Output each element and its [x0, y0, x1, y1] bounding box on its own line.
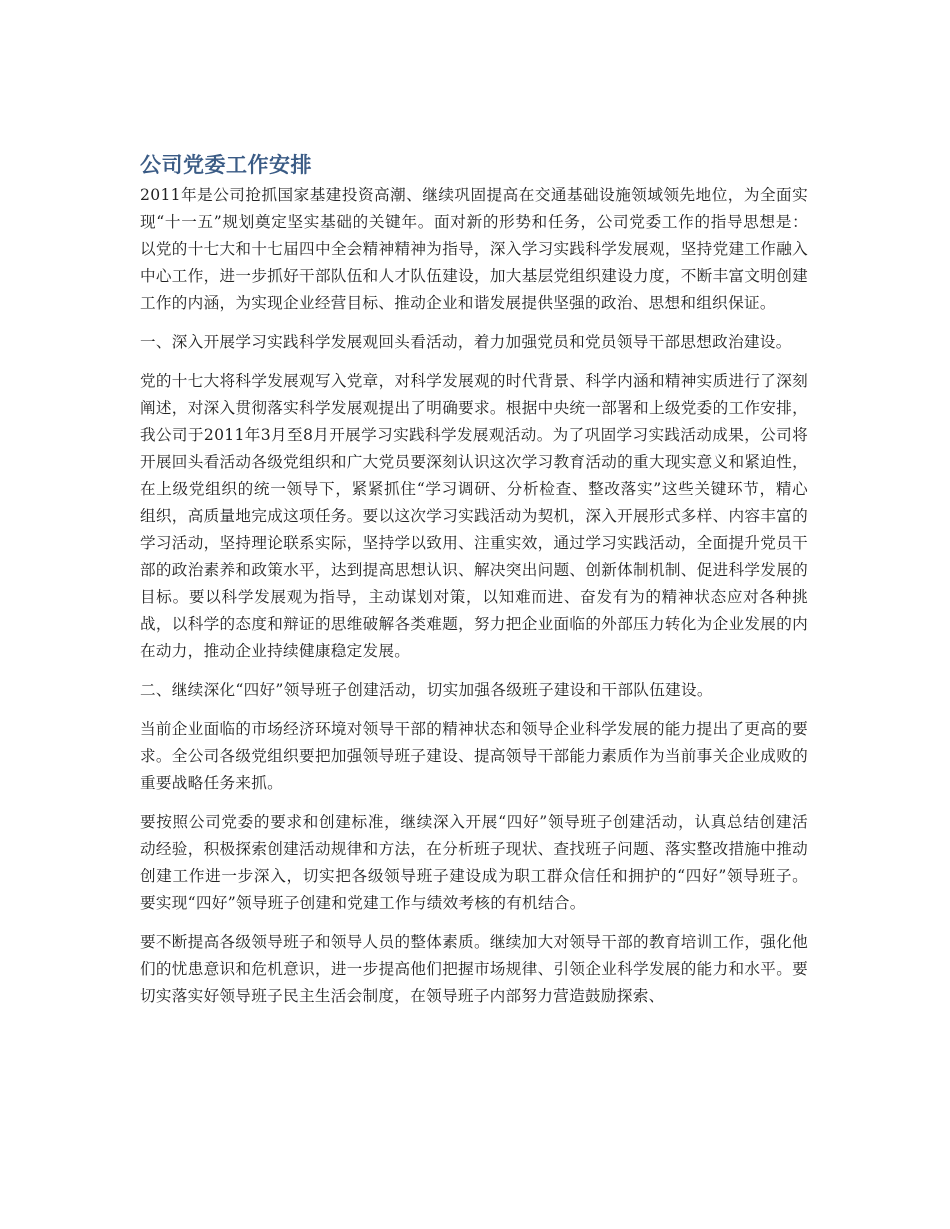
paragraph-section-2-body-3: 要不断提高各级领导班子和领导人员的整体素质。继续加大对领导干部的教育培训工作，强化他们的忧患意识和危机意识，进一步提高他们把握市场规律、引领企业科学发展的能力和水平。要切实落实好领导班子民主生活会制度，在领导班子内部努力营造鼓励探索、	[140, 933, 808, 1005]
section-heading-1: 一、深入开展学习实践科学发展观回头看活动，着力加强党员和党员领导干部思想政治建设。	[140, 333, 792, 351]
paragraph-intro: 2011年是公司抢抓国家基建投资高潮、继续巩固提高在交通基础设施领域领先地位，为全面实现“十一五”规划奠定坚实基础的关键年。面对新的形势和任务，公司党委工作的指导思想是：以党的十七大和十七届四中全会精神精神为指导，深入学习实践科学发展观，坚持党建工作融入中心工作，进一步抓好干部队伍和人才队伍建设，加大基层党组织建设力度，不断丰富文明创建工作的内涵，为实现企业经营目标、推动企业和谐发展提供坚强的政治、思想和组织保证。	[140, 186, 808, 312]
paragraph-section-2-body-2: 要按照公司党委的要求和创建标准，继续深入开展“四好”领导班子创建活动，认真总结创建活动经验，积极探索创建活动规律和方法，在分析班子现状、查找班子问题、落实整改措施中推动创建工作进一步深入，切实把各级领导班子建设成为职工群众信任和拥护的“四好”领导班子。要实现“四好”领导班子创建和党建工作与绩效考核的有机结合。	[140, 813, 808, 912]
document-title: 公司党委工作安排	[140, 153, 312, 177]
document-page	[140, 148, 808, 1022]
paragraph-section-1-body: 党的十七大将科学发展观写入党章，对科学发展观的时代背景、科学内涵和精神实质进行了深刻阐述，对深入贯彻落实科学发展观提出了明确要求。根据中央统一部署和上级党委的工作安排，我公司于2011年3月至8月开展学习实践科学发展观活动。为了巩固学习实践活动成果，公司将开展回头看活动各级党组织和广大党员要深刻认识这次学习教育活动的重大现实意义和紧迫性，在上级党组织的统一领导下，紧紧抓住“学习调研、分析检查、整改落实”这些关键环节，精心组织，高质量地完成这项任务。要以这次学习实践活动为契机，深入开展形式多样、内容丰富的学习活动，坚持理论联系实际，坚持学以致用、注重实效，通过学习实践活动，全面提升党员干部的政治素养和政策水平，达到提高思想认识、解决突出问题、创新体制机制、促进科学发展的目标。要以科学发展观为指导，主动谋划对策，以知难而进、奋发有为的精神状态应对各种挑战，以科学的态度和辩证的思维破解各类难题，努力把企业面临的外部压力转化为企业发展的内在动力，推动企业持续健康稳定发展。	[140, 372, 808, 660]
paragraph-section-2-body-1: 当前企业面临的市场经济环境对领导干部的精神状态和领导企业科学发展的能力提出了更高的要求。全公司各级党组织要把加强领导班子建设、提高领导干部能力素质作为当前事关企业成败的重要战略任务来抓。	[140, 720, 808, 792]
section-heading-2: 二、继续深化“四好”领导班子创建活动，切实加强各级班子建设和干部队伍建设。	[140, 681, 713, 699]
